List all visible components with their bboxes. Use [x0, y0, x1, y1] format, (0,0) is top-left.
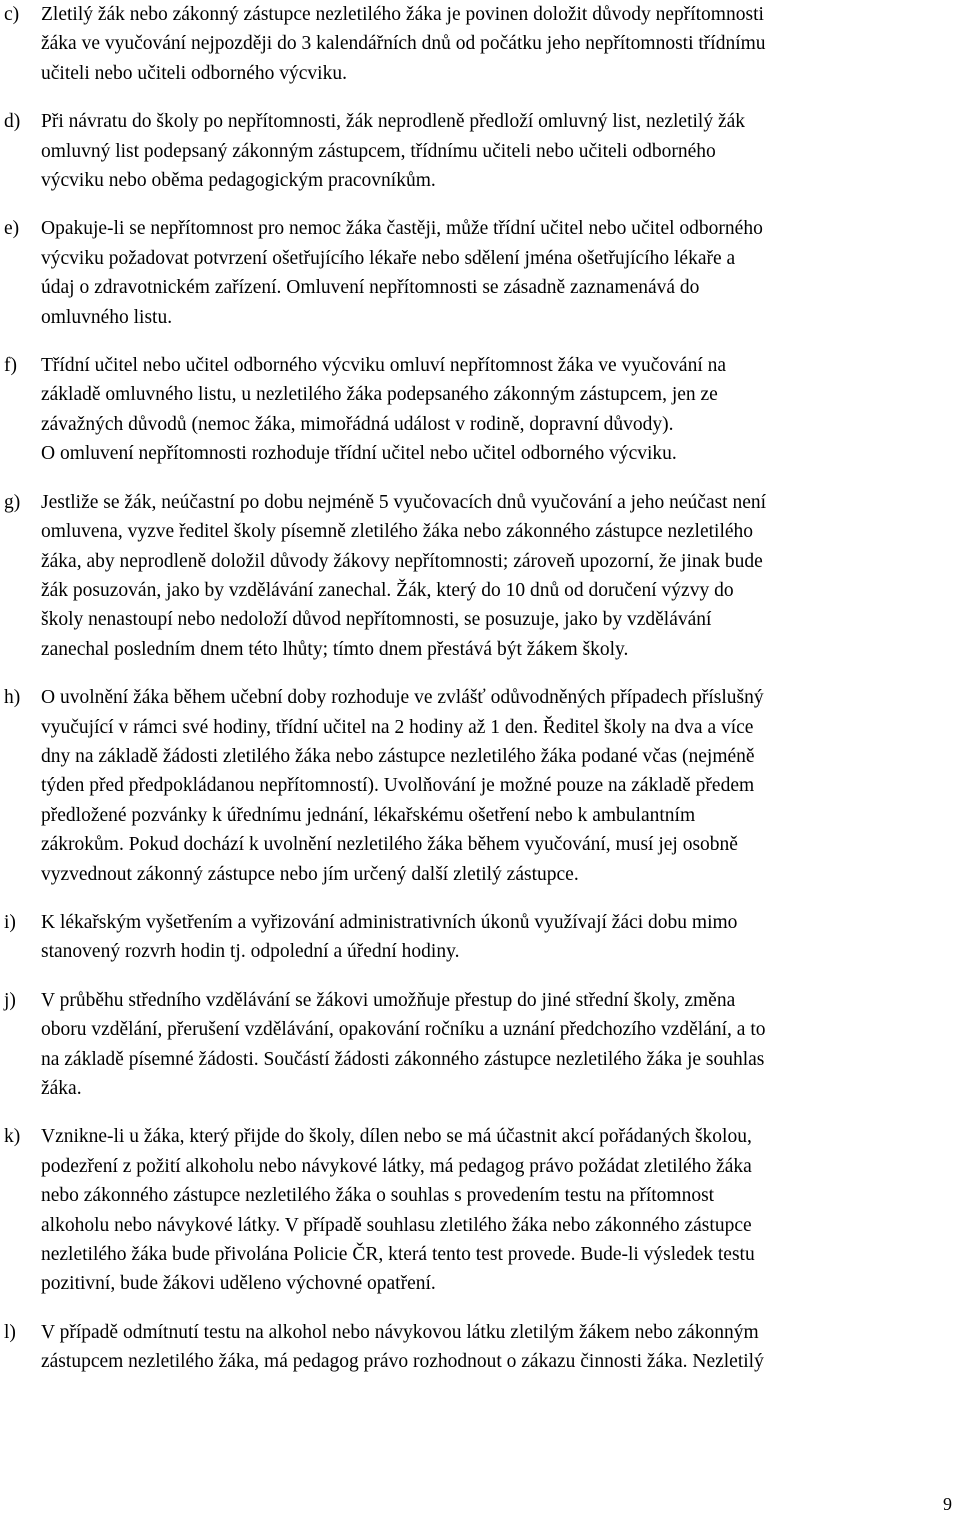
item-marker: j) [4, 989, 16, 1011]
item-marker: l) [4, 1321, 16, 1343]
item-text: Vznikne-li u žáka, který přijde do školy, dílen nebo se má účastnit akcí pořádaných školou, podezření z požití alkoholu nebo návykové látky, má pedagog právo požádat zletilého žáka nebo zákonného zástupce nezletilého žáka o souhlas s provedením testu na přítomnost alkoholu nebo návykové látky. V případě souhlasu zletilého žáka nebo zákonného zástupce nezletilého žáka bude přivolána Policie ČR, která tento test provede. Bude-li výsledek testu pozitivní, bude žákovi uděleno výchovné opatření. [41, 1126, 755, 1295]
item-text: Zletilý žák nebo zákonný zástupce nezletilého žáka je povinen doložit důvody nepřítomnosti žáka ve vyučování nejpozději do 3 kalendářních dnů od počátku jeho nepřítomnosti třídnímu učiteli nebo učiteli odborného výcviku. [41, 4, 766, 84]
item-marker: g) [4, 491, 21, 513]
list-item [4, 0, 959, 88]
item-text: O uvolnění žáka během učební doby rozhoduje ve zvlášť odůvodněných případech příslušný vyučující v rámci své hodiny, třídní učitel na 2 hodiny až 1 den. Ředitel školy na dva a více dny na základě žádosti zletilého žáka nebo zástupce nezletilého žáka podané včas (nejméně týden před předpokládanou nepřítomností). Uvolňování je možné pouze na základě předem předložené pozvánky k úřednímu jednání, lékařskému ošetření nebo k ambulantním zákrokům. Pokud dochází k uvolnění nezletilého žáka během vyučování, musí jej osobně vyzvednout zákonný zástupce nebo jím určený další zletilý zástupce. [41, 687, 764, 885]
item-marker: k) [4, 1126, 21, 1148]
list-item [4, 986, 959, 1104]
list-item [4, 908, 959, 967]
item-text: V případě odmítnutí testu na alkohol nebo návykovou látku zletilým žákem nebo zákonným zástupcem nezletilého žáka, má pedagog právo rozhodnout o zákazu činnosti žáka. Nezletilý [41, 1321, 764, 1373]
item-text: Jestliže se žák, neúčastní po dobu nejméně 5 vyučovacích dnů vyučování a jeho neúčast není omluvena, vyzve ředitel školy písemně zletilého žáka nebo zákonného zástupce nezletilého žáka, aby neprodleně doložil důvody žákovy nepřítomnosti; zároveň upozorní, že jinak bude žák posuzován, jako by vzdělávání zanechal. Žák, který do 10 dnů od doručení výzvy do školy nenastoupí nebo nedoloží důvod nepřítomnosti, se posuzuje, jako by vzdělávání zanechal posledním dnem této lhůty; tímto dnem přestává být žákem školy. [41, 491, 767, 660]
list-item [4, 214, 959, 332]
rules-list [4, 0, 959, 1396]
item-text: Opakuje-li se nepřítomnost pro nemoc žáka častěji, může třídní učitel nebo učitel odborného výcviku požadovat potvrzení ošetřujícího lékaře nebo sdělení jména ošetřujícího lékaře a údaj o zdravotnickém zařízení. Omluvení nepřítomnosti se zásadně zaznamenává do omluvného listu. [41, 218, 763, 328]
list-item [4, 683, 959, 889]
item-text: K lékařským vyšetřením a vyřizování administrativních úkonů využívají žáci dobu mimo stanovený rozvrh hodin tj. odpolední a úřední hodiny. [41, 911, 738, 963]
item-marker: c) [4, 4, 20, 25]
list-item [4, 351, 959, 469]
item-text: Při návratu do školy po nepřítomnosti, žák neprodleně předloží omluvný list, nezletilý žák omluvný list podepsaný zákonným zástupcem, třídnímu učiteli nebo učiteli odborného výcviku nebo oběma pedagogickým pracovníkům. [41, 111, 746, 192]
item-text: V průběhu středního vzdělávání se žákovi umožňuje přestup do jiné střední školy, změna oboru vzdělání, přerušení vzdělávání, opakování ročníku a uznání předchozího vzdělání, a to na základě písemné žádosti. Součástí žádosti zákonného zástupce nezletilého žáka je souhlas žáka. [41, 989, 766, 1099]
list-item [4, 1122, 959, 1298]
item-marker: h) [4, 687, 21, 709]
list-item [4, 488, 959, 664]
item-marker: d) [4, 111, 21, 133]
item-marker: i) [4, 911, 16, 933]
list-item [4, 1318, 959, 1377]
list-item [4, 107, 959, 195]
item-marker: e) [4, 218, 20, 240]
item-text: Třídní učitel nebo učitel odborného výcviku omluví nepřítomnost žáka ve vyučování na základě omluvného listu, u nezletilého žáka podepsaného zákonným zástupcem, jen ze závažných důvodů (nemoc žáka, mimořádná událost v rodině, dopravní důvody). O omluvení nepřítomnosti rozhoduje třídní učitel nebo učitel odborného výcviku. [41, 355, 727, 465]
item-marker: f) [4, 355, 17, 377]
page-number: 9 [943, 1494, 952, 1514]
